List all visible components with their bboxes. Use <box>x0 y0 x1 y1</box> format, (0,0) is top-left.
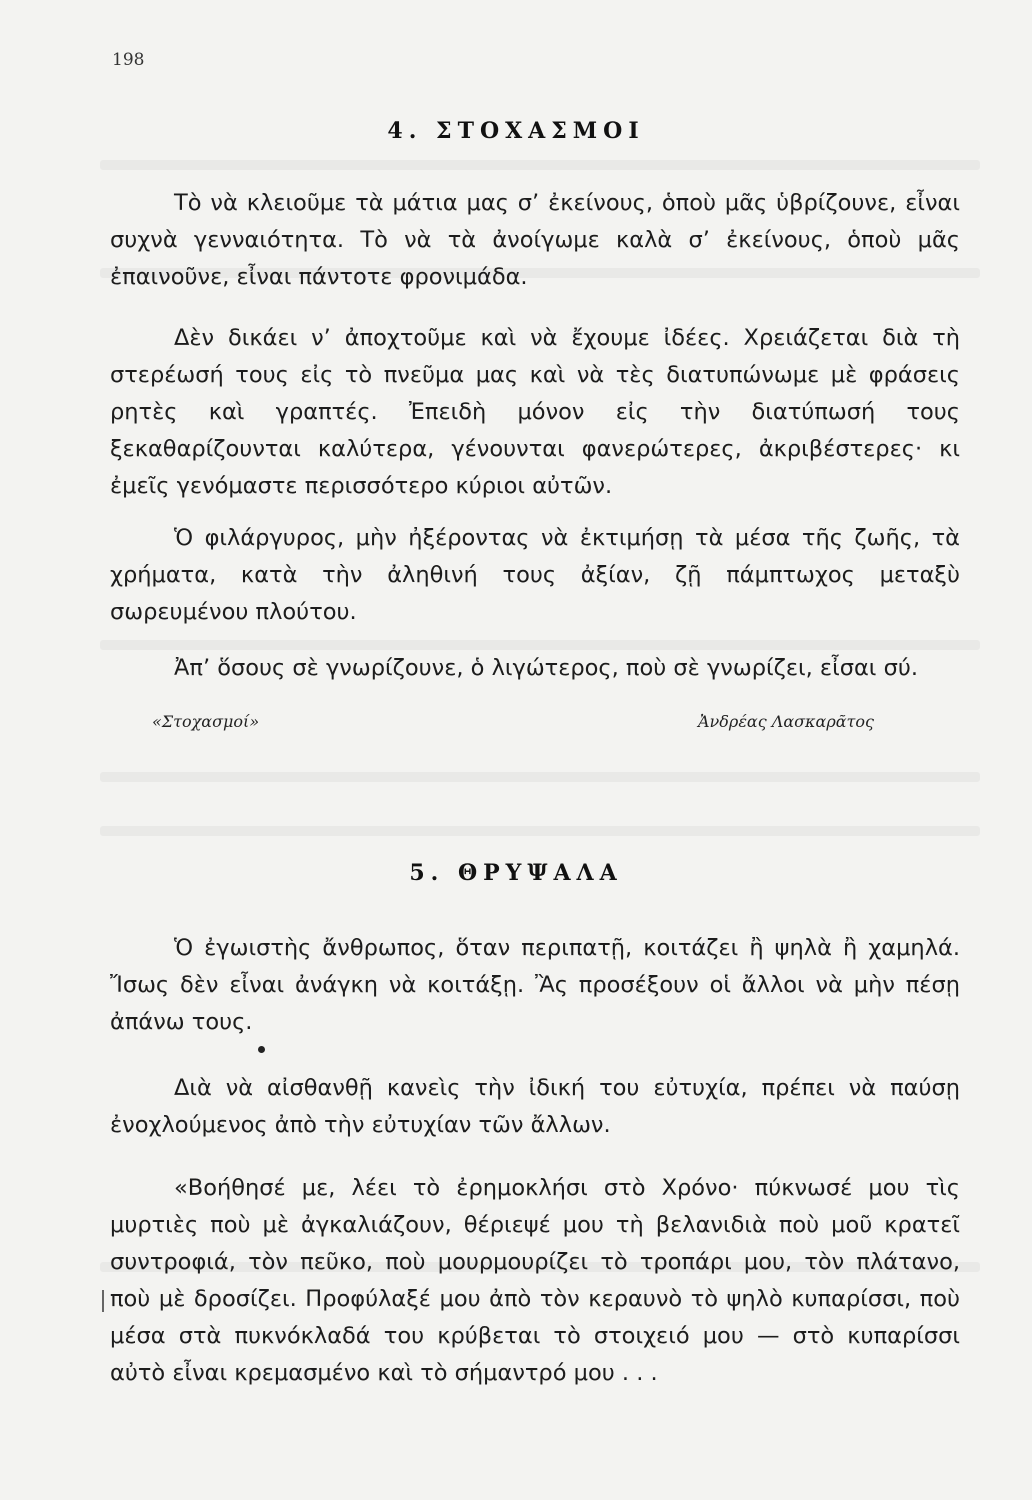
paragraph: Διὰ νὰ αἰσθανθῇ κανεὶς τὴν ἰδική του εὐτυχία, πρέπει νὰ παύσῃ ἐνοχλούμενος ἀπὸ τὴν εὐτυχίαν τῶν ἄλλων. <box>110 1075 960 1138</box>
margin-mark <box>102 1290 104 1312</box>
page-number: 198 <box>112 50 145 70</box>
paragraph: Τὸ νὰ κλειοῦμε τὰ μάτια μας σ’ ἐκείνους, ὁποὺ μᾶς ὑβρίζουνε, εἶναι συχνὰ γενναιότητα. Τὸ νὰ τὰ ἀνοίγωμε καλὰ σ’ ἐκείνους, ὁποὺ μᾶς ἐπαινοῦνε, εἶναι πάντοτε φρονιμάδα. <box>110 190 960 290</box>
bleed-through-line <box>100 772 980 782</box>
attribution <box>0 712 1032 738</box>
attribution-source: «Στοχασμοί» <box>152 712 260 731</box>
paragraph: «Βοήθησέ με, λέει τὸ ἐρημοκλήσι στὸ Χρόνο· πύκνωσέ μου τὶς μυρτιὲς ποὺ μὲ ἀγκαλιάζουν, θέριεψέ μου τὴ βελανιδιὰ ποὺ μοῦ κρατεῖ συντροφιά, τὸν πεῦκο, ποὺ μουρμουρίζει τὸ τροπάρι μου, τὸν πλάτανο, ποὺ μὲ δροσίζει. Προφύλαξέ μου ἀπὸ τὸν κεραυνὸ τὸ ψηλὸ κυπαρίσσι, ποὺ μέσα στὰ πυκνόκλαδά του κρύβεται τὸ στοιχειό μου — στὸ κυπαρίσσι αὐτὸ εἶναι κρεμασμένο καὶ τὸ σήμαντρό μου . . . <box>110 1175 960 1386</box>
paragraph: Δὲν δικάει ν’ ἀποχτοῦμε καὶ νὰ ἔχουμε ἰδέες. Χρειάζεται διὰ τὴ στερέωσή τους εἰς τὸ πνεῦμα μας καὶ νὰ τὲς διατυπώνωμε μὲ φράσεις ρητὲς καὶ γραπτές. Ἐπειδὴ μόνον εἰς τὴν διατύπωσή τους ξεκαθαρίζουνται καλύτερα, γένουνται φανερώτερες, ἀκριβέστερες· κι ἐμεῖς γενόμαστε περισσότερο κύριοι αὐτῶν. <box>110 325 960 499</box>
attribution-author: Ἀνδρέας Λασκαρᾶτος <box>698 712 874 731</box>
paragraph: Ἀπ’ ὅσους σὲ γνωρίζουνε, ὁ λιγώτερος, ποὺ σὲ γνωρίζει, εἶσαι σύ. <box>174 655 918 681</box>
bullet-dot-icon <box>258 1046 265 1053</box>
paragraph: Ὁ φιλάργυρος, μὴν ἠξέροντας νὰ ἐκτιμήσῃ τὰ μέσα τῆς ζωῆς, τὰ χρήματα, κατὰ τὴν ἀληθινή τους ἀξίαν, ζῇ πάμπτωχος μεταξὺ σωρευμένου πλούτου. <box>110 525 960 625</box>
section-title-thrypsala: 5. ΘΡΥΨΑΛΑ <box>409 860 623 886</box>
paragraph: Ὁ ἐγωιστὴς ἄνθρωπος, ὅταν περιπατῇ, κοιτάζει ἢ ψηλὰ ἢ χαμηλά. Ἴσως δὲν εἶναι ἀνάγκη νὰ κοιτάξῃ. Ἂς προσέξουν οἱ ἄλλοι νὰ μὴν πέσῃ ἀπάνω τους. <box>110 935 960 1035</box>
section-title-stochasmoi: 4. ΣΤΟΧΑΣΜΟΙ <box>387 118 645 144</box>
bleed-through-line <box>100 826 980 836</box>
bleed-through-line <box>100 640 980 650</box>
bleed-through-line <box>100 160 980 170</box>
